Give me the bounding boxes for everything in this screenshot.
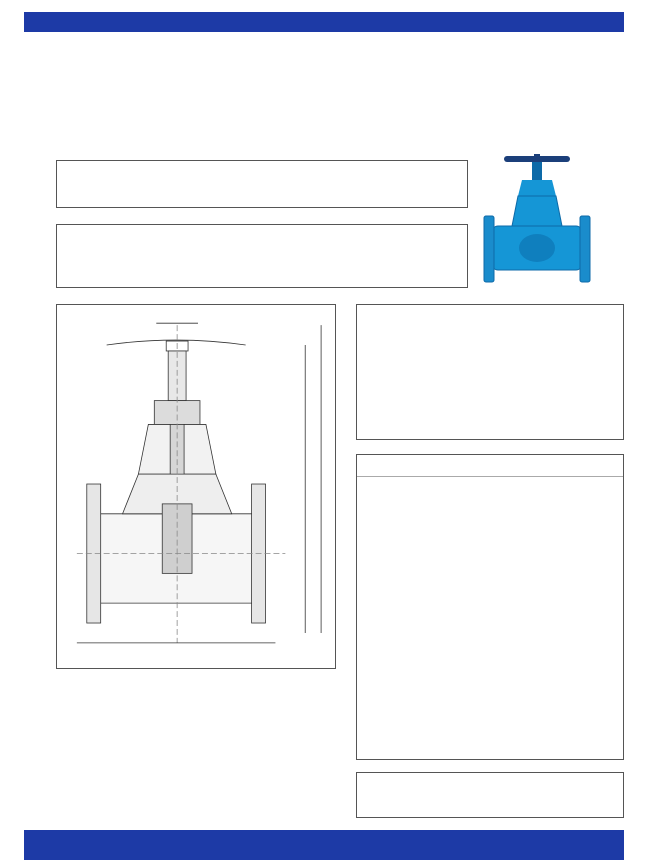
coating-box (356, 772, 624, 818)
description-box (56, 160, 468, 208)
header-bar (24, 12, 624, 32)
brand-logo (54, 48, 186, 124)
logo-country-wrap (170, 48, 188, 124)
parts-table (356, 454, 624, 760)
spec-box (356, 304, 624, 440)
application-box (56, 224, 468, 288)
technical-drawing (56, 304, 336, 669)
parts-header (357, 455, 623, 477)
valve-photo (482, 152, 592, 292)
footer-bar (24, 830, 624, 860)
